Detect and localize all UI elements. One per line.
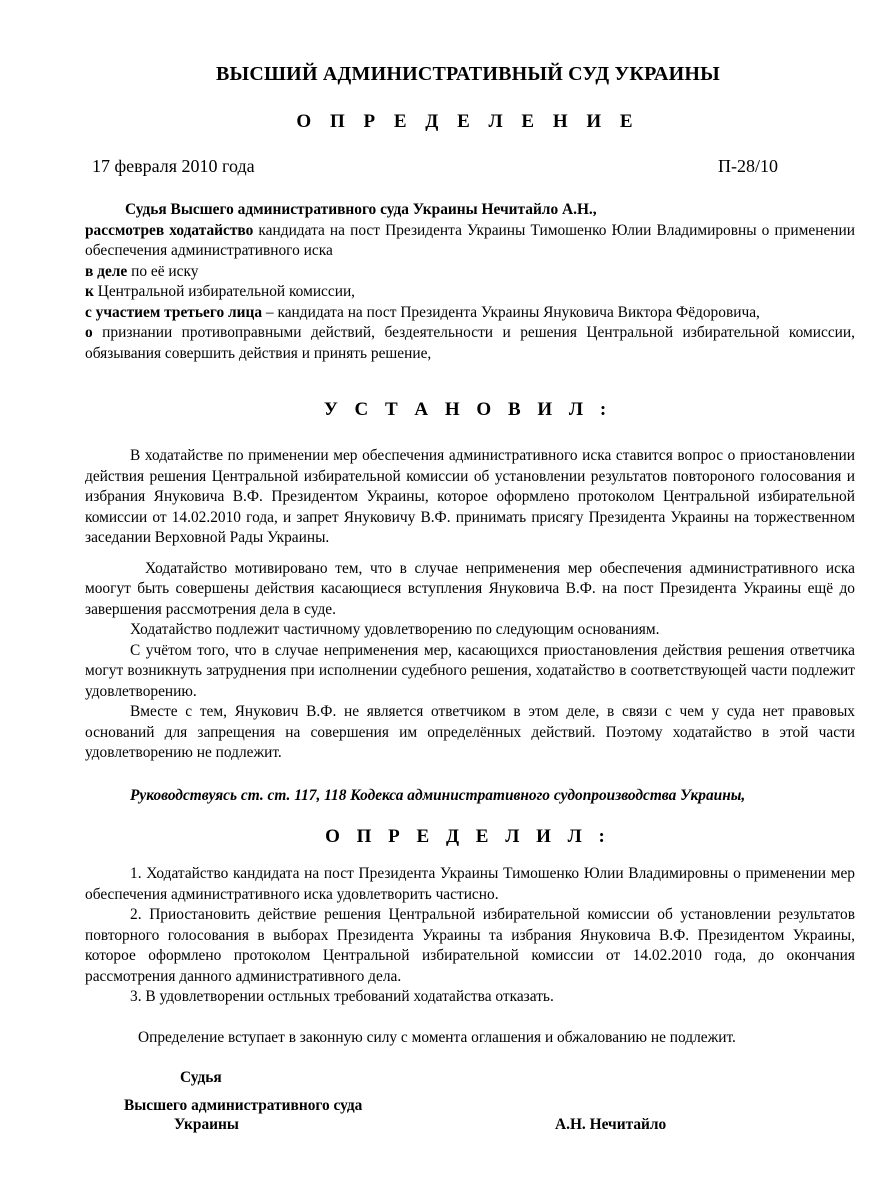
third-party-bold: с участием третьего лица [85, 303, 263, 321]
respondent-line [85, 282, 855, 303]
established-heading: У С Т А Н О В И Л : [323, 399, 613, 420]
third-party-text: – кандидата на пост Президента Украины Януковича Виктора Фёдоровича, [262, 303, 760, 321]
document-date: 17 февраля 2010 года [92, 156, 255, 176]
effect-statement: Определение вступает в законную силу с момента оглашения и обжалованию не подлежит. [138, 1029, 736, 1046]
reviewed-paragraph [85, 221, 855, 262]
reviewed-text: кандидата на пост Президента Украины Тимошенко Юлии Владимировны о применении обеспечения административного иска [85, 221, 855, 259]
subject-bold: о [85, 324, 93, 341]
ruled-item: 1. Ходатайство кандидата на пост Президента Украины Тимошенко Юлии Владимировны о применении мер обеспечения административного иска удовлетворить частисно. [85, 865, 855, 903]
legal-basis-text: Руководствуясь ст. ст. 117, 118 Кодекса административного судопроизводства Украины, [130, 787, 746, 804]
established-paragraph: Ходатайство мотивировано тем, что в случае неприменения мер обеспечения административного иска моогут быть совершены действия касающиеся вступления Януковича В.Ф. на пост Президента Украины ещё до завершения рассмотрения дела в суде. [85, 559, 855, 618]
respondent-text: Центральной избирательной комиссии, [93, 283, 356, 300]
ruled-body [85, 864, 855, 1008]
intro-block [85, 200, 855, 364]
ruled-heading: О П Р Е Д Е Л И Л : [325, 826, 611, 847]
ruled-item: 3. В удовлетворении остльных требований ходатайства отказать. [130, 988, 554, 1005]
established-paragraph: С учётом того, что в случае неприменения мер, касающихся приостановления действия решения ответчика могут возникнуть затруднения при исполнении судебного решения, ходатайство в соответствующей части подлежит удовлетворению. [85, 641, 855, 700]
judge-line: Судья Высшего административного суда Украины Нечитайло А.Н., [125, 201, 597, 218]
established-paragraph: Вместе с тем, Янукович В.Ф. не является ответчиком в этом деле, в связи с чем у суда нет правовых оснований для запрещения на совершения им определённых действий. Поэтому ходатайство в этой части удовлетворению не подлежит. [85, 703, 855, 761]
established-body [85, 446, 855, 764]
subject-text: признании противоправными действий, бездеятельности и решения Центральной избирательной комиссии, обязывания совершить действия и принять решение, [85, 324, 855, 362]
document-number: П-28/10 [718, 156, 778, 176]
signature-court: Высшего административного суда [124, 1097, 363, 1114]
ruled-item: 2. Приостановить действие решения Центральной избирательной комиссии об установлении результатов повторного голосования в выборах Президента Украины та избрания Януковича В.Ф. Президентом Украины, которое оформлено протоколом Центральной избирательной комиссии от 14.02.2010 года, до окончания рассмотрения данного административного дела. [85, 906, 855, 985]
signature-name: А.Н. Нечитайло [555, 1116, 667, 1133]
document-type-heading: О П Р Е Д Е Л Е Н И Е [296, 111, 640, 132]
subject-paragraph [85, 323, 855, 364]
reviewed-bold: рассмотрев ходатайство [85, 221, 254, 239]
established-paragraph: Ходатайство подлежит частичному удовлетворению по следующим основаниям. [130, 621, 660, 638]
respondent-bold: к [85, 283, 94, 300]
signature-country: Украины [174, 1116, 239, 1133]
court-title: ВЫСШИЙ АДМИНИСТРАТИВНЫЙ СУД УКРАИНЫ [216, 63, 720, 85]
signature-title: Судья [180, 1069, 222, 1086]
case-line [85, 262, 855, 283]
established-paragraph: В ходатайстве по применении мер обеспечения административного иска ставится вопрос о приостановлении действия решения Центральной избирательной комиссии об установлении результатов повтороного голосования и избрания Януковича В.Ф. Президентом Украины, которое оформлено протоколом Центральной избирательной комиссии от 14.02.2010 года, и запрет Януковичу В.Ф. принимать присягу Президента Украины на торжественном заседании Верховной Рады Украины. [85, 447, 855, 546]
legal-basis [85, 786, 855, 807]
third-party-paragraph [85, 303, 855, 324]
case-text: по её иску [127, 262, 199, 280]
case-bold: в деле [85, 262, 128, 280]
